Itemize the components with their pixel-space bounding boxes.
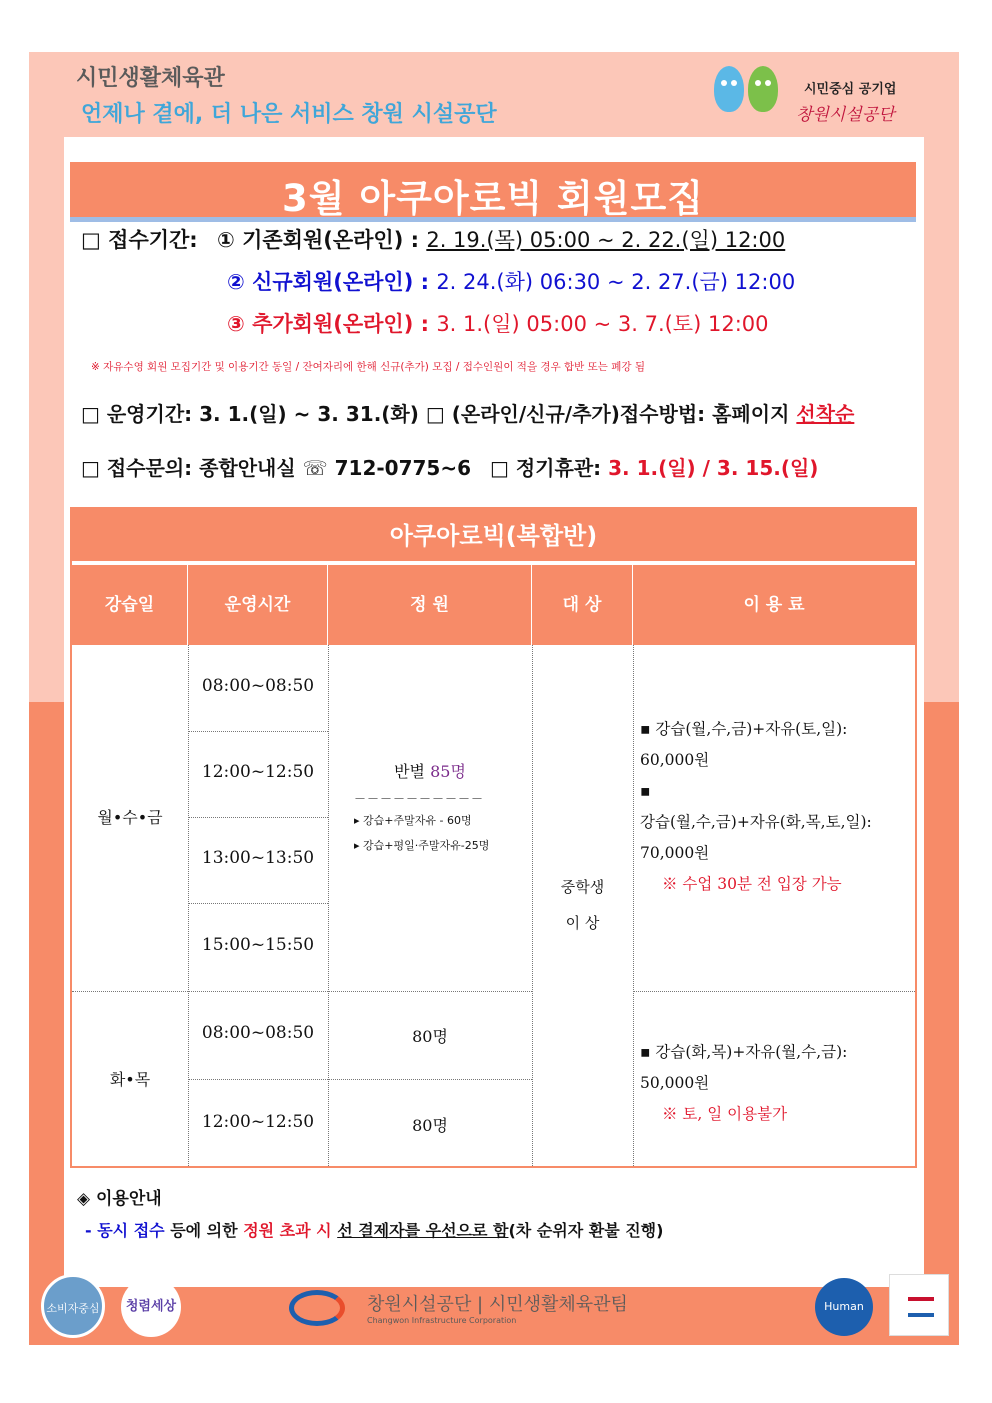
org-name: 시민생활체육관 [76,66,225,91]
capacity-group2: 80명 [412,1027,448,1046]
mascot-icon [714,66,744,112]
fee-group1: ▪ 강습(월,수,금)+자유(토,일): 60,000원 ▪ 강습(월,수,금)+자유(화,목,토,일): 70,000원 ※ 수업 30분 전 입장 가능 [640,714,872,900]
footer-org [289,1286,689,1334]
capacity-detail: ▸ 강습+평일·주말자유-25명 [354,839,490,852]
fee-group2: ▪ 강습(화,목)+자유(월,수,금): 50,000원 ※ 토, 일 이용불가 [640,1037,847,1130]
time-slot: 12:00~12:50 [201,762,315,782]
operation-period: 3. 1.(일) ~ 3. 31.(화) [199,402,419,426]
registration-additional [227,308,769,338]
registration-note: ※ 자유수영 회원 모집기간 및 이용기간 동일 / 잔여자리에 한해 신규(추가) 모집 / 접수인원이 적을 경우 합반 또는 폐강 됨 [91,361,646,373]
registration-new [227,266,795,296]
time-slot: 15:00~15:50 [201,935,315,955]
header-fee: 이 용 료 [633,565,915,645]
logo-top-text: 시민중심 공기업 [804,82,897,97]
corporation-mark-icon [289,1290,345,1326]
time-slot: 12:00~12:50 [201,1112,315,1132]
fee-note: ※ 토, 일 이용불가 [662,1105,788,1123]
integrity-badge-icon: 청렴세상 [121,1277,181,1337]
existing-member-period: 2. 19.(목) 05:00 ~ 2. 22.(일) 12:00 [426,228,786,252]
title-bar [70,162,916,222]
table-title: 아쿠아로빅(복합반) [72,509,915,563]
header-time: 운영시간 [188,565,328,645]
human-rights-badge-icon: Human Rights [815,1278,873,1336]
guide-heading: ◈ 이용안내 [77,1189,162,1209]
new-member-period: 2. 24.(화) 06:30 ~ 2. 27.(금) 12:00 [436,270,796,294]
new-member-label: ② 신규회원(온라인) : [227,270,429,294]
capacity-divider: －－－－－－－－－－ [354,792,485,806]
guide-text: - 동시 접수 등에 의한 정원 초과 시 선 결제자를 우선으로 함(차 순위자 환불 진행) [85,1221,664,1240]
operation-label: □ 운영기간: [81,402,193,426]
capacity-group1: 반별 85명 [394,762,466,781]
capacity-value: 85명 [430,762,466,781]
time-slot: 08:00~08:50 [201,676,315,696]
additional-member-label: ③ 추가회원(온라인) : [227,312,429,336]
consumer-badge-icon: 소비자중심 [41,1274,105,1338]
certification-badge-icon [889,1274,949,1336]
days-tue-thu: 화•목 [109,1070,151,1089]
mascot-icon [748,66,778,112]
capacity-group2: 80명 [412,1116,448,1135]
footer-org-name: 창원시설공단 | 시민생활체육관팀 [367,1294,628,1315]
logo-bottom-text: 창원시설공단 [796,105,895,125]
closed-value: 3. 1.(일) / 3. 15.(일) [608,456,819,480]
header-target: 대 상 [532,565,633,645]
footer-org-en: Changwon Infrastructure Corporation [367,1316,517,1325]
registration-existing [81,224,785,254]
inquiry-label: □ 접수문의: 종합안내실 ☏ 712-0775~6 [81,456,472,480]
time-slot: 13:00~13:50 [201,848,315,868]
corporation-logo [712,62,912,130]
method-value: 선착순 [796,402,855,426]
fee-note: ※ 수업 30분 전 입장 가능 [662,875,842,893]
time-slot: 08:00~08:50 [201,1023,315,1043]
operation-line [81,398,854,427]
days-mon-wed-fri: 월•수•금 [97,808,163,827]
closed-label: □ 정기휴관: [490,456,602,480]
existing-member-label: ① 기존회원(온라인) : [217,228,420,252]
additional-member-period: 3. 1.(일) 05:00 ~ 3. 7.(토) 12:00 [436,312,769,336]
registration-label: □ 접수기간: [81,228,198,252]
target-audience: 중학생 이 상 [560,878,605,932]
method-label: □ (온라인/신규/추가)접수방법: 홈페이지 [425,402,790,426]
header-day: 강습일 [72,565,188,645]
inquiry-line [81,452,818,481]
poster [29,52,959,1371]
header-capacity: 정 원 [328,565,532,645]
capacity-detail: ▸ 강습+주말자유 - 60명 [354,814,472,827]
slogan: 언제나 곁에, 더 나은 서비스 창원 시설공단 [81,102,497,127]
page-title: 3월 아쿠아로빅 회원모집 [282,177,704,220]
schedule-table [70,507,917,1168]
